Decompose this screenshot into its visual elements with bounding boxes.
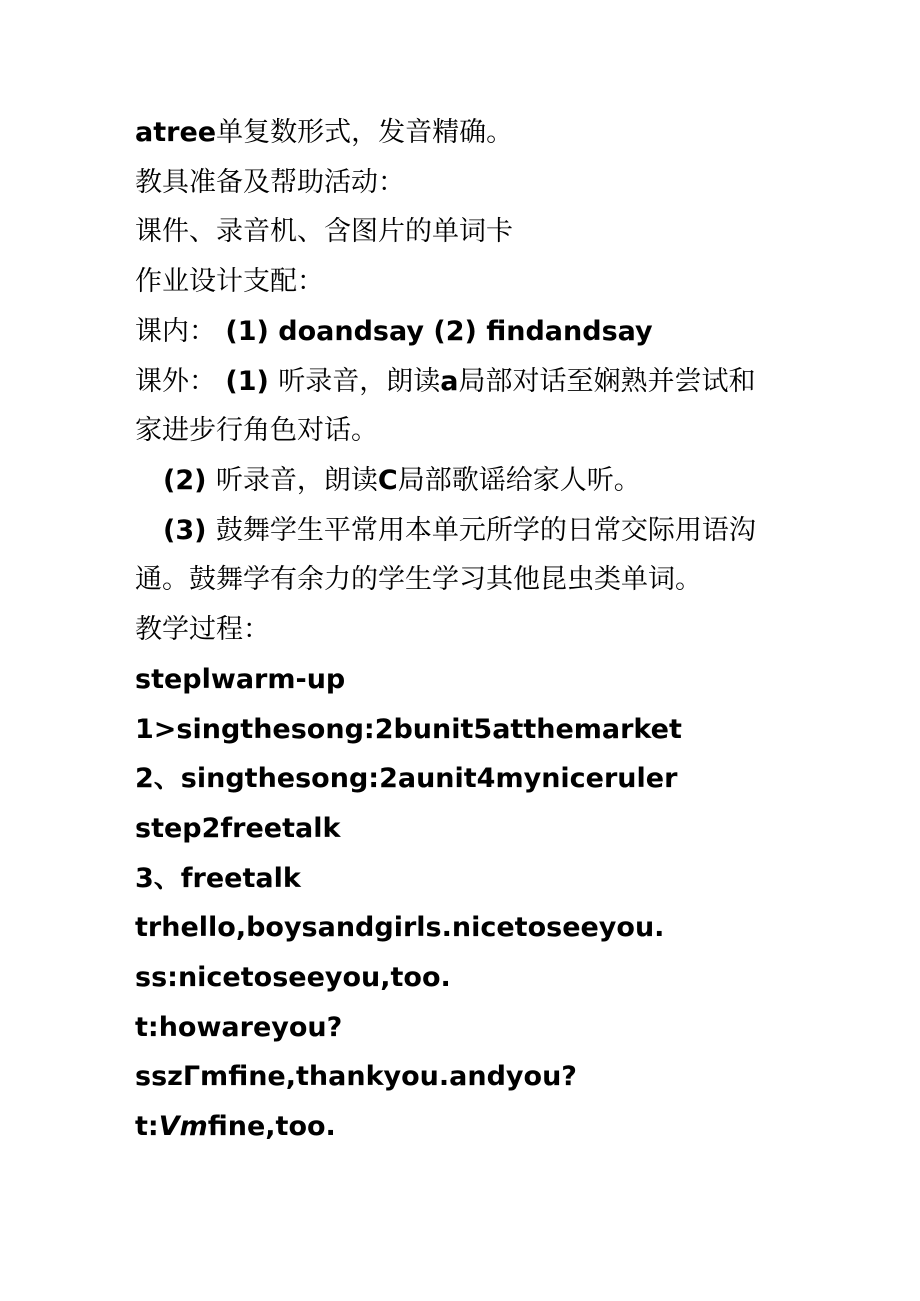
text-run: 局部对话至娴熟并尝试和 xyxy=(458,366,756,397)
text-line: 1>singthesong:2bunit5atthemarket xyxy=(135,714,682,745)
text-line: sszΓmfine,thankyou.andyou? xyxy=(135,1061,577,1092)
text-run: (3) xyxy=(163,515,216,546)
text-run: (1) xyxy=(216,366,279,397)
text-run: 听录音，朗读 xyxy=(215,465,378,496)
text-run: (1) doandsay (2) findandsay xyxy=(216,316,653,347)
text-run: fine,too. xyxy=(207,1111,336,1142)
text-line: 课件、录音机、含图片的单词卡 xyxy=(135,216,513,247)
text-run: 鼓舞学生平常用本单元所学的日常交际用语沟 xyxy=(215,515,756,546)
text-run: 听录音，朗读 xyxy=(278,366,441,397)
section-heading: 教具准备及帮助活动： xyxy=(135,167,405,198)
text-run: 局部歌谣给家人听。 xyxy=(397,465,641,496)
text-line: steplwarm-up xyxy=(135,664,346,695)
text-run: Vm xyxy=(158,1111,208,1142)
text-line xyxy=(135,115,815,151)
text-run: t: xyxy=(135,1111,159,1142)
text-run: 课外： xyxy=(135,366,216,397)
text-line: t:howareyou? xyxy=(135,1012,343,1043)
text-line xyxy=(135,364,815,400)
text-line xyxy=(135,314,815,350)
text-line: 2、singthesong:2aunit4myniceruler xyxy=(135,763,678,794)
text-line: ss:nicetoseeyou,too. xyxy=(135,962,451,993)
text-line: 家进步行角色对话。 xyxy=(135,415,378,446)
text-run: 课内： xyxy=(135,316,216,347)
text-run: 单复数形式，发音精确。 xyxy=(216,117,514,148)
text-line: trhello,boysandgirls.nicetoseeyou. xyxy=(135,912,665,943)
text-line: 3、freetalk xyxy=(135,863,301,894)
text-line xyxy=(135,1109,815,1145)
section-heading: 教学过程： xyxy=(135,614,270,645)
text-run: atree xyxy=(135,117,217,148)
text-line xyxy=(163,463,843,499)
text-run: a xyxy=(440,366,459,397)
text-line: step2freetalk xyxy=(135,813,341,844)
text-run: (2) xyxy=(163,465,216,496)
text-run: C xyxy=(377,465,398,496)
section-heading: 作业设计支配： xyxy=(135,266,324,297)
text-line: 通。鼓舞学有余力的学生学习其他昆虫类单词。 xyxy=(135,564,702,595)
text-line xyxy=(163,513,843,549)
